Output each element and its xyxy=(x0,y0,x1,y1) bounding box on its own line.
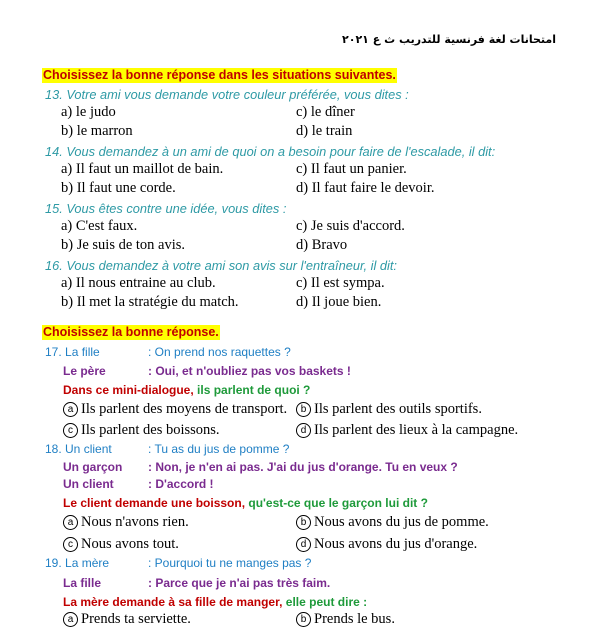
q18-option-a-text: Nous n'avons rien. xyxy=(81,514,189,530)
circled-letter-a: a xyxy=(63,402,78,417)
q18-line2: : Non, je n'en ai pas. J'ai du jus d'orange. Tu en veux ? xyxy=(148,460,458,474)
q18-speaker2: Un garçon xyxy=(63,460,123,474)
q14-option-d[interactable]: d) Il faut faire le devoir. xyxy=(296,180,435,196)
q18-prompt xyxy=(63,496,428,511)
q18-prompt-context: Le client demande une boisson, xyxy=(63,496,246,510)
q13-option-d[interactable]: d) le train xyxy=(296,123,353,139)
q18-line3: : D'accord ! xyxy=(148,477,214,491)
q19-prompt-question: elle peut dire : xyxy=(285,595,368,609)
circled-letter-c: c xyxy=(63,423,78,438)
q14-option-b[interactable]: b) Il faut une corde. xyxy=(61,180,176,196)
q16-option-c[interactable]: c) Il est sympa. xyxy=(296,275,385,291)
q15-option-b[interactable]: b) Je suis de ton avis. xyxy=(61,237,186,253)
circled-letter-b: b xyxy=(296,402,311,417)
q17-prompt xyxy=(63,383,310,398)
question-15: 15. Vous êtes contre une idée, vous dites : xyxy=(45,201,287,216)
circled-letter-d: d xyxy=(296,537,311,552)
q15-option-d[interactable]: d) Bravo xyxy=(296,237,348,253)
q19-prompt-context: La mère demande à sa fille de manger, xyxy=(63,595,283,609)
q18-option-d[interactable] xyxy=(296,536,477,553)
exam-header: امتحانات لغة فرنسية للتدريب ث ع ٢٠٢١ xyxy=(342,33,556,46)
q14-option-c[interactable]: c) Il faut un panier. xyxy=(296,161,407,177)
q15-option-a[interactable]: a) C'est faux. xyxy=(61,218,138,234)
q19-line2: : Parce que je n'ai pas très faim. xyxy=(148,576,331,590)
q17-option-d[interactable] xyxy=(296,422,518,439)
q19-speaker2: La fille xyxy=(63,576,102,590)
q19-option-a-text: Prends ta serviette. xyxy=(81,611,191,627)
q18-option-b-text: Nous avons du jus de pomme. xyxy=(314,514,489,530)
q19-line1: : Pourquoi tu ne manges pas ? xyxy=(148,556,312,570)
q17-option-b-text: Ils parlent des outils sportifs. xyxy=(314,401,482,417)
circled-letter-a: a xyxy=(63,515,78,530)
q17-option-a[interactable] xyxy=(63,401,287,418)
q18-prompt-question: qu'est-ce que le garçon lui dit ? xyxy=(248,496,428,510)
q17-line1: : On prend nos raquettes ? xyxy=(148,345,291,359)
section1-instruction: Choisissez la bonne réponse dans les situations suivantes. xyxy=(43,68,396,82)
q15-option-c[interactable]: c) Je suis d'accord. xyxy=(296,218,405,234)
q17-line2: : Oui, et n'oubliez pas vos baskets ! xyxy=(148,364,351,378)
circled-letter-c: c xyxy=(63,537,78,552)
section2-instruction: Choisissez la bonne réponse. xyxy=(43,325,219,339)
q17-option-c[interactable] xyxy=(63,422,220,439)
q19-option-a[interactable] xyxy=(63,611,191,628)
q14-option-a[interactable]: a) Il faut un maillot de bain. xyxy=(61,161,224,177)
q18-speaker3: Un client xyxy=(63,477,114,491)
q17-prompt-context: Dans ce mini-dialogue, xyxy=(63,383,194,397)
q18-option-d-text: Nous avons du jus d'orange. xyxy=(314,536,478,552)
q16-option-b[interactable]: b) Il met la stratégie du match. xyxy=(61,294,239,310)
q19-option-b-text: Prends le bus. xyxy=(314,611,395,627)
q17-prompt-question: ils parlent de quoi ? xyxy=(197,383,311,397)
q13-option-a[interactable]: a) le judo xyxy=(61,104,116,120)
q19-speaker1: 19. La mère xyxy=(45,556,110,570)
q17-speaker1: 17. La fille xyxy=(45,345,100,359)
q19-prompt xyxy=(63,595,367,610)
q17-option-b[interactable] xyxy=(296,401,482,418)
q17-option-a-text: Ils parlent des moyens de transport. xyxy=(81,401,288,417)
question-16: 16. Vous demandez à votre ami son avis sur l'entraîneur, il dit: xyxy=(45,258,397,273)
question-13: 13. Votre ami vous demande votre couleur préférée, vous dites : xyxy=(45,87,409,102)
circled-letter-a: a xyxy=(63,612,78,627)
q18-option-b[interactable] xyxy=(296,514,489,531)
q13-option-c[interactable]: c) le dîner xyxy=(296,104,355,120)
q19-option-b[interactable] xyxy=(296,611,395,628)
q17-option-d-text: Ils parlent des lieux à la campagne. xyxy=(314,422,519,438)
q13-option-b[interactable]: b) le marron xyxy=(61,123,133,139)
q18-option-a[interactable] xyxy=(63,514,189,531)
q17-speaker2: Le père xyxy=(63,364,106,378)
q16-option-a[interactable]: a) Il nous entraine au club. xyxy=(61,275,216,291)
q16-option-d[interactable]: d) Il joue bien. xyxy=(296,294,382,310)
circled-letter-d: d xyxy=(296,423,311,438)
q18-speaker1: 18. Un client xyxy=(45,442,112,456)
q18-option-c[interactable] xyxy=(63,536,179,553)
q17-option-c-text: Ils parlent des boissons. xyxy=(81,422,220,438)
q18-option-c-text: Nous avons tout. xyxy=(81,536,179,552)
question-14: 14. Vous demandez à un ami de quoi on a besoin pour faire de l'escalade, il dit: xyxy=(45,144,496,159)
q18-line1: : Tu as du jus de pomme ? xyxy=(148,442,290,456)
circled-letter-b: b xyxy=(296,515,311,530)
circled-letter-b: b xyxy=(296,612,311,627)
